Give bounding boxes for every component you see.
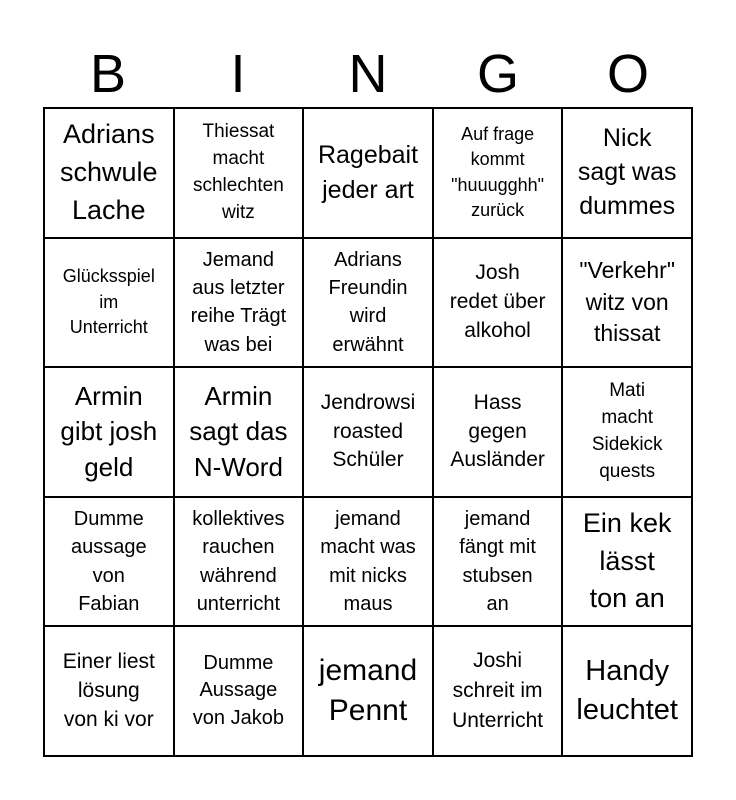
bingo-cell[interactable]	[303, 238, 433, 368]
cell-text: Handy leuchtet	[576, 655, 678, 727]
bingo-cell[interactable]	[303, 497, 433, 627]
cell-text: jemand macht was mit nicks maus	[320, 507, 416, 615]
cell-text: Armin gibt josh geld	[60, 380, 158, 482]
bingo-cell[interactable]	[562, 626, 692, 756]
bingo-cell[interactable]	[562, 238, 692, 368]
header-letter-n: N	[348, 44, 388, 104]
bingo-cell[interactable]	[174, 238, 304, 368]
bingo-cell[interactable]	[44, 367, 174, 497]
bingo-cell[interactable]	[44, 626, 174, 756]
bingo-cell[interactable]	[174, 367, 304, 497]
cell-text: Adrians schwule Lache	[60, 119, 158, 225]
bingo-cell[interactable]	[174, 497, 304, 627]
cell-text: Ragebait jeder art	[317, 141, 419, 204]
cell-text: kollektives rauchen während unterricht	[192, 507, 285, 615]
bingo-cell[interactable]	[174, 108, 304, 238]
header-letter-o: O	[606, 44, 649, 104]
cell-text: jemand Pennt	[318, 653, 418, 728]
cell-text: Dumme aussage von Fabian	[70, 507, 147, 615]
bingo-cell[interactable]	[44, 238, 174, 368]
bingo-cell[interactable]	[433, 238, 563, 368]
cell-text: Glücksspiel im Unterricht	[62, 266, 155, 338]
bingo-header	[43, 40, 693, 108]
header-letter-b: B	[89, 44, 127, 104]
cell-text: Nick sagt was dummes	[577, 124, 677, 220]
cell-text: Einer liest lösung von ki vor	[62, 649, 155, 731]
cell-text: Auf frage kommt "huuugghh" zurück	[451, 123, 545, 221]
cell-text: Jendrowsi roasted Schüler	[320, 390, 416, 472]
bingo-cell[interactable]	[433, 626, 563, 756]
bingo-cell[interactable]	[433, 497, 563, 627]
cell-text: Josh redet über alkohol	[449, 260, 546, 342]
bingo-cell[interactable]	[562, 367, 692, 497]
bingo-cell[interactable]	[562, 108, 692, 238]
bingo-cell[interactable]	[303, 626, 433, 756]
cell-text: Thiessat macht schlechten witz	[192, 120, 284, 223]
header-letter-g: G	[476, 44, 519, 104]
cell-text: jemand fängt mit stubsen an	[459, 507, 536, 615]
cell-text: "Verkehr" witz von thissat	[579, 256, 675, 347]
cell-text: Hass gegen Ausländer	[450, 390, 545, 472]
header-letter-i: I	[230, 44, 246, 104]
cell-text: Joshi schreit im Unterricht	[452, 648, 544, 733]
bingo-cell[interactable]	[303, 367, 433, 497]
cell-text: Adrians Freundin wird erwähnt	[328, 248, 408, 356]
cell-text: Armin sagt das N-Word	[189, 380, 288, 482]
bingo-cell[interactable]	[433, 108, 563, 238]
cell-text: Mati macht Sidekick quests	[591, 380, 663, 482]
bingo-cell[interactable]	[174, 626, 304, 756]
cell-text: Dumme Aussage von Jakob	[192, 651, 284, 729]
bingo-grid	[43, 107, 693, 757]
cell-text: Jemand aus letzter reihe Trägt was bei	[190, 248, 287, 356]
bingo-cell[interactable]	[44, 108, 174, 238]
bingo-cell[interactable]	[303, 108, 433, 238]
bingo-cell[interactable]	[44, 497, 174, 627]
bingo-cell[interactable]	[562, 497, 692, 627]
bingo-cell[interactable]	[433, 367, 563, 497]
cell-text: Ein kek lässt ton an	[582, 507, 672, 614]
